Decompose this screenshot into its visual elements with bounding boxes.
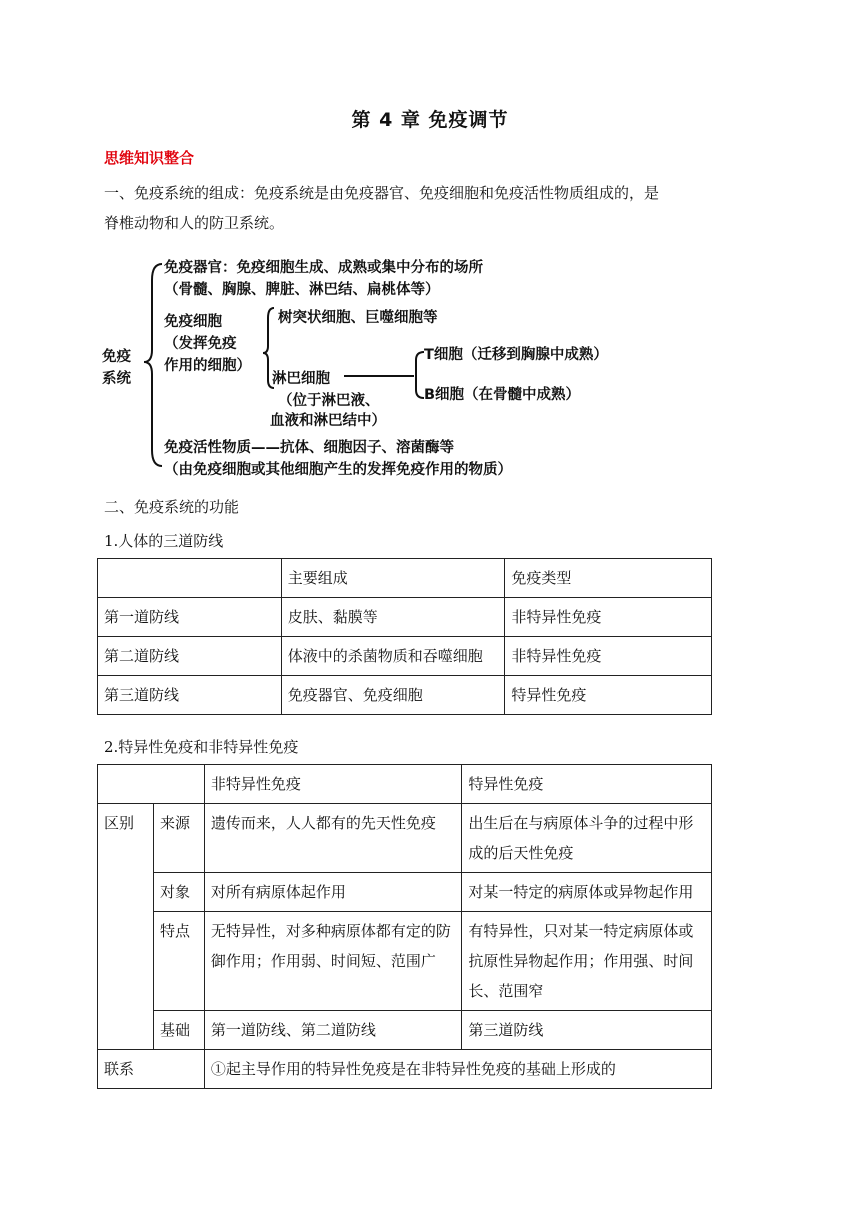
- table-cell: 免疫器官、免疫细胞: [281, 676, 505, 715]
- table-header-row: [98, 559, 712, 598]
- table-cell: 第二道防线: [98, 637, 282, 676]
- table-cell: 体液中的杀菌物质和吞噬细胞: [281, 637, 505, 676]
- immune-system-diagram: [102, 250, 662, 485]
- table-header-cell: [98, 559, 282, 598]
- defense-lines-table: [97, 558, 712, 715]
- table-cell: 第一道防线: [98, 598, 282, 637]
- table-row: [98, 637, 712, 676]
- table-cell: 遗传而来，人人都有的先天性免疫: [204, 804, 462, 873]
- table-row: [98, 1050, 712, 1089]
- table-row: [98, 804, 712, 873]
- diagram-cell-line-3: 作用的细胞）: [164, 358, 251, 374]
- table-header-cell: 免疫类型: [505, 559, 712, 598]
- table-cell: 特异性免疫: [505, 676, 712, 715]
- table-cell: 非特异性免疫: [505, 598, 712, 637]
- intro-line-2: 脊椎动物和人的防卫系统。: [104, 214, 285, 232]
- table-cell: 非特异性免疫: [505, 637, 712, 676]
- diagram-lymph-line-2: （位于淋巴液、: [278, 393, 380, 409]
- page-title: 第 4 章 免疫调节: [351, 109, 509, 131]
- table-cell: 第一道防线、第二道防线: [204, 1011, 462, 1050]
- table-row-label: 基础: [153, 1011, 204, 1050]
- table-row: [98, 912, 712, 1011]
- table-cell: 有特异性，只对某一特定病原体或抗原性异物起作用；作用强、时间长、范围窄: [462, 912, 712, 1011]
- table-cell: 无特异性，对多种病原体都有定的防御作用；作用弱、时间短、范围广: [204, 912, 462, 1011]
- table-cell: 第三道防线: [462, 1011, 712, 1050]
- table-row-label: 联系: [98, 1050, 205, 1089]
- diagram-dendritic: 树突状细胞、巨噬细胞等: [278, 310, 438, 326]
- diagram-root-line-2: 系统: [102, 371, 131, 387]
- diagram-active-line-1: 免疫活性物质——抗体、细胞因子、溶菌酶等: [164, 440, 454, 456]
- table-row-label: 来源: [153, 804, 204, 873]
- diagram-cell-line-2: （发挥免疫: [164, 336, 237, 352]
- table-row: [98, 676, 712, 715]
- table-cell: 对某一特定的病原体或异物起作用: [462, 873, 712, 912]
- diagram-cell-line-1: 免疫细胞: [164, 314, 222, 330]
- table-row-label: 对象: [153, 873, 204, 912]
- diagram-t-cell: T细胞（迁移到胸腺中成熟）: [424, 347, 608, 363]
- intro-paragraph: [104, 178, 764, 238]
- subsection-2-heading: 2.特异性免疫和非特异性免疫: [104, 738, 299, 756]
- diagram-lymph-line-3: 血液和淋巴结中）: [270, 413, 386, 429]
- subsection-1-heading: 1.人体的三道防线: [104, 532, 224, 550]
- table-row: [98, 873, 712, 912]
- section-2-heading: 二、免疫系统的功能: [104, 498, 240, 516]
- table-header-row: [98, 765, 712, 804]
- table-header-cell: 特异性免疫: [462, 765, 712, 804]
- section-heading: 思维知识整合: [104, 149, 195, 167]
- table-cell: 对所有病原体起作用: [204, 873, 462, 912]
- diagram-organ-line-1: 免疫器官：免疫细胞生成、成熟或集中分布的场所: [164, 260, 483, 276]
- table-cell: 皮肤、黏膜等: [281, 598, 505, 637]
- immunity-comparison-table: [97, 764, 712, 1089]
- table-row: [98, 1011, 712, 1050]
- intro-line-1: 一、免疫系统的组成：免疫系统是由免疫器官、免疫细胞和免疫活性物质组成的，是: [104, 184, 660, 202]
- table-header-cell: 非特异性免疫: [204, 765, 462, 804]
- table-row: [98, 598, 712, 637]
- diagram-organ-line-2: （骨髓、胸腺、脾脏、淋巴结、扁桃体等）: [164, 282, 440, 298]
- diagram-lymph-line-1: 淋巴细胞: [272, 371, 330, 387]
- table-header-cell: [98, 765, 205, 804]
- table-cell: 第三道防线: [98, 676, 282, 715]
- table-cell: 出生后在与病原体斗争的过程中形成的后天性免疫: [462, 804, 712, 873]
- diagram-root-line-1: 免疫: [102, 349, 131, 365]
- table-header-cell: 主要组成: [281, 559, 505, 598]
- diagram-active-line-2: （由免疫细胞或其他细胞产生的发挥免疫作用的物质）: [164, 462, 512, 478]
- table-row-label: 特点: [153, 912, 204, 1011]
- diagram-b-cell: B细胞（在骨髓中成熟）: [424, 387, 581, 403]
- table-cell: ①起主导作用的特异性免疫是在非特异性免疫的基础上形成的: [204, 1050, 711, 1089]
- table-group-label: 区别: [98, 804, 154, 1050]
